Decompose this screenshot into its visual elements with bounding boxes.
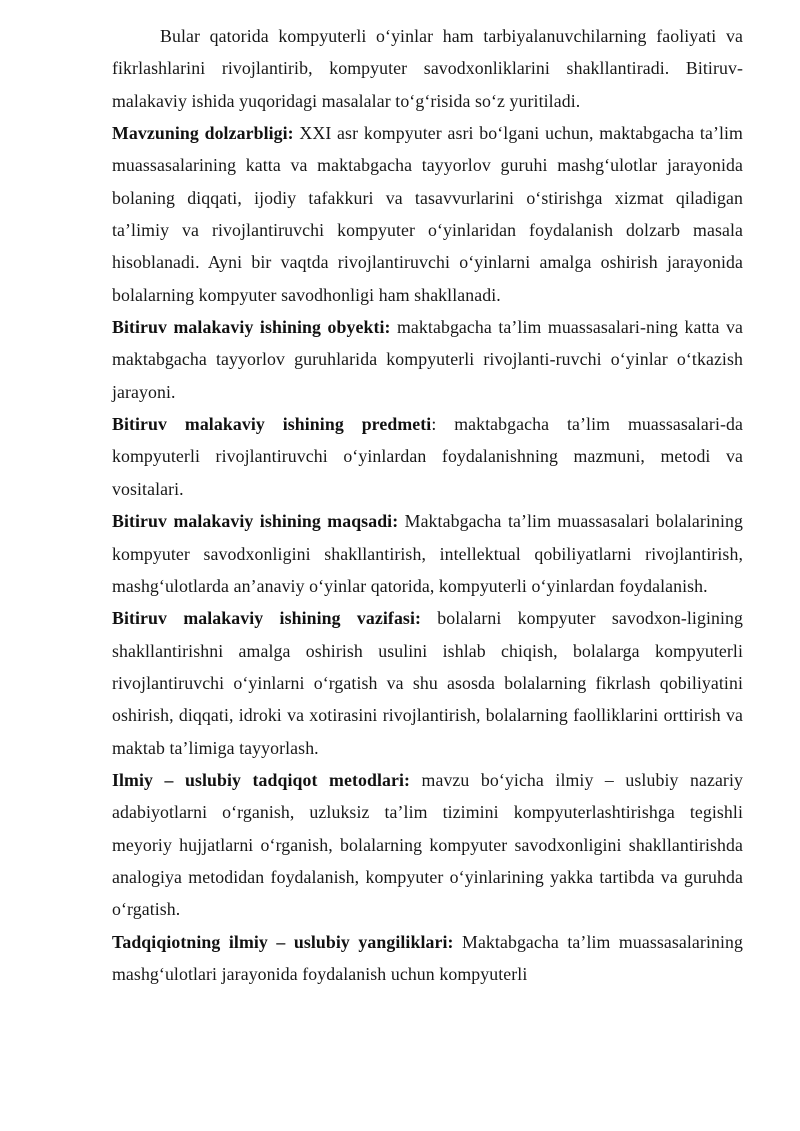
document-text-block — [112, 20, 743, 990]
paragraph-body: Maktabgacha ta’lim muassasalarining mashg‘ulotlari jarayonida foydalanish uchun kompyuterli — [112, 931, 743, 984]
paragraph-lead: Bitiruv malakaviy ishining vazifasi: — [112, 608, 422, 629]
paragraph — [112, 602, 743, 764]
paragraph — [112, 926, 743, 991]
paragraph-lead: Bitiruv malakaviy ishining maqsadi: — [112, 511, 399, 532]
paragraph-lead: Mavzuning dolzarbligi: — [112, 123, 294, 144]
paragraph-body: XXI asr kompyuter asri bo‘lgani uchun, maktabgacha ta’lim muassasalarining katta va maktabgacha tayyorlov guruhi mashg‘ulotlar jarayonida bolaning diqqati, ijodiy tafakkuri va tasavvurlarini o‘stirishga xizmat qiladigan ta’limiy va rivojlantiruvchi kompyuter o‘yinlaridan foydalanish dolzarb masala hisoblanadi. Ayni bir vaqtda rivojlantiruvchi o‘yinlarni amalga oshirish jarayonida bolalarning kompyuter savodhonligi ham shakllanadi. — [112, 123, 743, 305]
paragraph-lead: Bitiruv malakaviy ishining predmeti — [112, 414, 432, 435]
paragraph-body: Bular qatorida kompyuterli o‘yinlar ham tarbiyalanuvchilarning faoliyati va fikrlashlarini rivojlantirib, kompyuter savodxonliklarini shakllantiradi. Bitiruv-malakaviy ishida yuqoridagi masalalar to‘g‘risida so‘z yuritiladi. — [112, 26, 743, 111]
paragraph-lead: Tadqiqiotning ilmiy – uslubiy yangiliklari: — [112, 931, 454, 952]
paragraph-lead: Bitiruv malakaviy ishining obyekti: — [112, 317, 391, 338]
paragraph-body: Maktabgacha ta’lim muassasalari bolalarining kompyuter savodxonligini shakllantirish, intellektual qobiliyatlarni rivojlantirish, mashg‘ulotlarda an’anaviy o‘yinlar qatorida, kompyuterli o‘yinlardan foydalanish. — [112, 511, 743, 596]
paragraph-body: maktabgacha ta’lim muassasalari-ning katta va maktabgacha tayyorlov guruhlarida kompyuterli rivojlanti-ruvchi o‘yinlar o‘tkazish jarayoni. — [112, 317, 743, 402]
paragraph — [112, 764, 743, 926]
paragraph-body: : maktabgacha ta’lim muassasalari-da kompyuterli rivojlantiruvchi o‘yinlardan foydalanishning mazmuni, metodi va vositalari. — [112, 414, 743, 499]
paragraph — [112, 505, 743, 602]
paragraph — [112, 117, 743, 311]
paragraph-body: mavzu bo‘yicha ilmiy – uslubiy nazariy adabiyotlarni o‘rganish, uzluksiz ta’lim tizimini kompyuterlashtirishga tegishli meyoriy hujjatlarni o‘rganish, bolalarning kompyuter savodxonligini shakllantirishda analogiya metodidan foydalanish, kompyuter o‘yinlarining yakka tartibda va guruhda o‘rgatish. — [112, 769, 743, 920]
paragraph — [112, 408, 743, 505]
paragraph-lead: Ilmiy – uslubiy tadqiqot metodlari: — [112, 769, 411, 790]
paragraph-body: bolalarni kompyuter savodxon-ligining shakllantirishni amalga oshirish usulini ishlab chiqish, bolalarga kompyuterli rivojlantiruvchi o‘yinlarni o‘rgatish va shu asosda bolalarning fikrlash qobiliyatini oshirish, diqqati, idroki va xotirasini rivojlantirish, bolalarning faolliklarini orttirish va maktab ta’limiga tayyorlash. — [112, 608, 743, 758]
paragraph — [112, 20, 743, 117]
paragraph — [112, 311, 743, 408]
